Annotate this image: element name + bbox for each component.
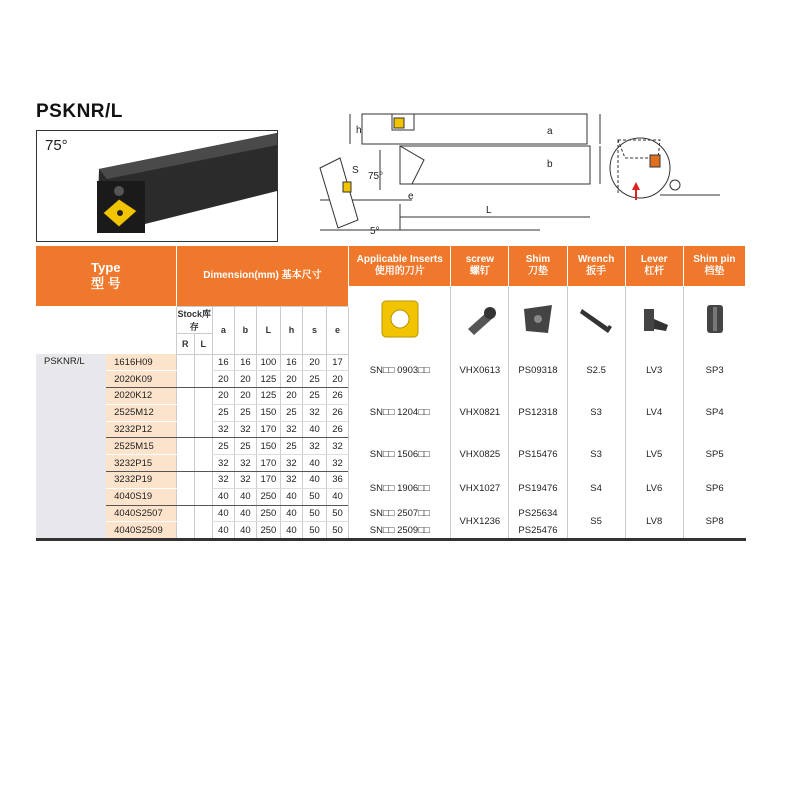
shim-header-en: Shim [525, 254, 551, 265]
lever-header-cn: 杠杆 [644, 266, 665, 277]
type-code-cell: 3232P19 [106, 472, 176, 489]
insert-icon [380, 299, 420, 339]
dim-cell: 32 [212, 455, 234, 472]
dim-cell: 25 [234, 404, 256, 421]
dim-cell: 150 [256, 438, 280, 455]
shim-header [509, 246, 567, 286]
wrench-image [567, 286, 625, 354]
type-code-cell: 3232P12 [106, 421, 176, 438]
shim-icon [518, 299, 558, 339]
insert-cell: SN□□ 1506□□ [349, 438, 451, 472]
dim-cell: 40 [280, 505, 302, 522]
table-row [36, 388, 746, 405]
dimension-header: Dimension(mm) 基本尺寸 [176, 246, 348, 306]
shim-image [509, 286, 567, 354]
type-code-cell: 2020K12 [106, 388, 176, 405]
shim-cell: PS19476 [509, 472, 567, 506]
spec-table [36, 246, 746, 541]
stock-l-cell [194, 522, 212, 540]
dim-cell: 25 [212, 438, 234, 455]
dim-cell: 40 [280, 488, 302, 505]
insert-image [349, 286, 451, 354]
dim-cell: 32 [302, 438, 326, 455]
type-code-cell: 2525M12 [106, 404, 176, 421]
dim-cell: 25 [280, 438, 302, 455]
table-row [36, 354, 746, 371]
dim-cell: 40 [302, 472, 326, 489]
shimpin-header-cn: 档垫 [704, 266, 725, 277]
shimpin-cell: SP8 [683, 505, 745, 540]
dim-cell: 125 [256, 371, 280, 388]
stock-l-cell [194, 421, 212, 438]
dim-cell: 20 [280, 371, 302, 388]
screw-header [451, 246, 509, 286]
shimpin-cell: SP6 [683, 472, 745, 506]
dim-cell: 16 [280, 354, 302, 371]
dim-col-h: h [280, 306, 302, 354]
dim-cell: 32 [280, 421, 302, 438]
stock-r-cell [176, 522, 194, 540]
dim-h-label: h [356, 125, 362, 136]
dim-cell: 32 [234, 421, 256, 438]
dim-cell: 170 [256, 421, 280, 438]
dim-cell: 20 [234, 388, 256, 405]
dim-cell: 26 [327, 421, 349, 438]
dim-cell: 40 [302, 421, 326, 438]
dim-cell: 17 [327, 354, 349, 371]
dim-cell: 125 [256, 388, 280, 405]
type-code-cell: 3232P15 [106, 455, 176, 472]
tool-holder-photo [36, 130, 278, 242]
dim-cell: 20 [280, 388, 302, 405]
dim-cell: 40 [234, 488, 256, 505]
insert-cell: SN□□ 0903□□ [349, 354, 451, 388]
stock-l-cell [194, 354, 212, 371]
stock-r-cell [176, 438, 194, 455]
type-spacer [36, 306, 176, 333]
wrench-cell: S3 [567, 388, 625, 438]
stock-r-cell [176, 505, 194, 522]
dim-L-label: L [486, 205, 492, 216]
wrench-cell: S4 [567, 472, 625, 506]
model-cell: PSKNR/L [36, 354, 106, 540]
type-header [36, 246, 176, 306]
stock-r-cell [176, 354, 194, 371]
dim-cell: 32 [234, 455, 256, 472]
dim-cell: 25 [212, 404, 234, 421]
dim-cell: 32 [212, 472, 234, 489]
dim-cell: 250 [256, 488, 280, 505]
dim-cell: 20 [302, 354, 326, 371]
stock-l-cell [194, 505, 212, 522]
lever-cell: LV4 [625, 388, 683, 438]
lever-icon [634, 299, 674, 339]
stock-l-cell [194, 488, 212, 505]
insert-cell: SN□□ 1204□□ [349, 388, 451, 438]
dim-cell: 170 [256, 472, 280, 489]
stock-r-header: R [176, 333, 194, 354]
dim-cell: 25 [280, 404, 302, 421]
screw-cell: VHX0825 [451, 438, 509, 472]
stock-r-cell [176, 488, 194, 505]
wrench-cell: S5 [567, 505, 625, 540]
insert-cell: SN□□ 2507□□ [349, 505, 451, 522]
dim-cell: 26 [327, 388, 349, 405]
dim-cell: 36 [327, 472, 349, 489]
table-body [36, 354, 746, 540]
type-code-cell: 2525M15 [106, 438, 176, 455]
page-title: PSKNR/L [36, 101, 123, 122]
tool-holder-illustration [37, 131, 277, 241]
stock-r-cell [176, 371, 194, 388]
screw-cell: VHX0613 [451, 354, 509, 388]
dim-cell: 40 [212, 488, 234, 505]
shimpin-header [683, 246, 745, 286]
insert-cell: SN□□ 2509□□ [349, 522, 451, 540]
table-row [36, 438, 746, 455]
dim-cell: 20 [234, 371, 256, 388]
dim-cell: 40 [302, 455, 326, 472]
dimension-diagram [300, 100, 720, 245]
dim-angle2-label: 5° [370, 226, 380, 237]
dim-cell: 26 [327, 404, 349, 421]
dim-cell: 32 [234, 472, 256, 489]
dim-cell: 250 [256, 522, 280, 540]
dim-cell: 40 [234, 522, 256, 540]
dim-cell: 32 [327, 455, 349, 472]
stock-header-en: Stock [177, 308, 203, 319]
lever-cell: LV3 [625, 354, 683, 388]
stock-l-cell [194, 371, 212, 388]
dim-cell: 40 [212, 505, 234, 522]
dim-cell: 25 [234, 438, 256, 455]
stock-r-cell [176, 404, 194, 421]
dim-cell: 40 [212, 522, 234, 540]
stock-r-cell [176, 421, 194, 438]
shim-header-cn: 刀垫 [527, 266, 548, 277]
stock-header-cn: 库存 [189, 308, 212, 332]
dim-cell: 25 [302, 388, 326, 405]
type-code-cell: 4040S19 [106, 488, 176, 505]
dim-cell: 32 [302, 404, 326, 421]
type-header-en: Type [91, 260, 121, 275]
lever-header-en: Lever [640, 254, 668, 265]
wrench-header [567, 246, 625, 286]
shimpin-header-en: Shim pin [693, 254, 736, 265]
dim-cell: 250 [256, 505, 280, 522]
dim-cell: 40 [327, 488, 349, 505]
type-code-cell: 2020K09 [106, 371, 176, 388]
type-spacer-2 [36, 333, 176, 354]
lever-cell: LV6 [625, 472, 683, 506]
dim-cell: 16 [234, 354, 256, 371]
dim-col-L: L [256, 306, 280, 354]
table-row [36, 505, 746, 522]
dim-b-label: b [547, 159, 553, 170]
screw-cell: VHX1027 [451, 472, 509, 506]
lever-header [625, 246, 683, 286]
dim-a-label: a [547, 126, 553, 137]
dim-col-e: e [327, 306, 349, 354]
dim-cell: 32 [280, 455, 302, 472]
shimpin-icon [695, 299, 735, 339]
dim-cell: 50 [302, 505, 326, 522]
dim-cell: 25 [302, 371, 326, 388]
insert-cell: SN□□ 1906□□ [349, 472, 451, 506]
table-row [36, 472, 746, 489]
screw-cell: VHX0821 [451, 388, 509, 438]
shim-cell: PS15476 [509, 438, 567, 472]
dim-cell: 50 [302, 522, 326, 540]
shim-cell: PS25634 [509, 505, 567, 522]
dim-angle-label: 75° [368, 171, 384, 182]
stock-l-cell [194, 472, 212, 489]
stock-l-cell [194, 455, 212, 472]
dim-cell: 50 [327, 505, 349, 522]
dim-cell: 16 [212, 354, 234, 371]
dim-col-a: a [212, 306, 234, 354]
inserts-header [349, 246, 451, 286]
dim-cell: 20 [212, 388, 234, 405]
dim-s-label: S [352, 165, 359, 176]
dim-cell: 20 [327, 371, 349, 388]
dim-cell: 40 [234, 505, 256, 522]
angle-label: 75° [45, 137, 68, 154]
stock-l-cell [194, 438, 212, 455]
wrench-icon [576, 299, 616, 339]
stock-l-header: L [194, 333, 212, 354]
wrench-cell: S2.5 [567, 354, 625, 388]
shimpin-cell: SP5 [683, 438, 745, 472]
wrench-cell: S3 [567, 438, 625, 472]
wrench-header-en: Wrench [577, 254, 615, 265]
dim-cell: 32 [212, 421, 234, 438]
shim-cell: PS09318 [509, 354, 567, 388]
dim-e-label: e [408, 191, 414, 202]
lever-cell: LV5 [625, 438, 683, 472]
screw-image [451, 286, 509, 354]
inserts-header-en: Applicable Inserts [356, 254, 443, 265]
shimpin-image [683, 286, 745, 354]
dim-cell: 32 [280, 472, 302, 489]
wrench-header-cn: 扳手 [586, 266, 607, 277]
dim-cell: 32 [327, 438, 349, 455]
stock-l-cell [194, 388, 212, 405]
dim-col-s: s [302, 306, 326, 354]
type-code-cell: 1616H09 [106, 354, 176, 371]
type-code-cell: 4040S2509 [106, 522, 176, 540]
dim-cell: 100 [256, 354, 280, 371]
shim-cell: PS25476 [509, 522, 567, 540]
screw-header-en: screw [465, 254, 495, 265]
shimpin-cell: SP3 [683, 354, 745, 388]
stock-l-cell [194, 404, 212, 421]
dim-cell: 150 [256, 404, 280, 421]
dim-cell: 20 [212, 371, 234, 388]
shimpin-cell: SP4 [683, 388, 745, 438]
shim-cell: PS12318 [509, 388, 567, 438]
screw-header-cn: 螺钉 [469, 266, 490, 277]
dim-col-b: b [234, 306, 256, 354]
stock-r-cell [176, 388, 194, 405]
lever-cell: LV8 [625, 505, 683, 540]
screw-icon [460, 299, 500, 339]
type-code-cell: 4040S2507 [106, 505, 176, 522]
type-header-cn: 型 号 [91, 276, 121, 291]
stock-header [176, 306, 212, 333]
dim-cell: 40 [280, 522, 302, 540]
stock-r-cell [176, 472, 194, 489]
lever-image [625, 286, 683, 354]
dim-cell: 50 [302, 488, 326, 505]
screw-cell: VHX1236 [451, 505, 509, 540]
dim-cell: 170 [256, 455, 280, 472]
stock-r-cell [176, 455, 194, 472]
dim-cell: 50 [327, 522, 349, 540]
inserts-header-cn: 使用的刀片 [374, 266, 425, 277]
